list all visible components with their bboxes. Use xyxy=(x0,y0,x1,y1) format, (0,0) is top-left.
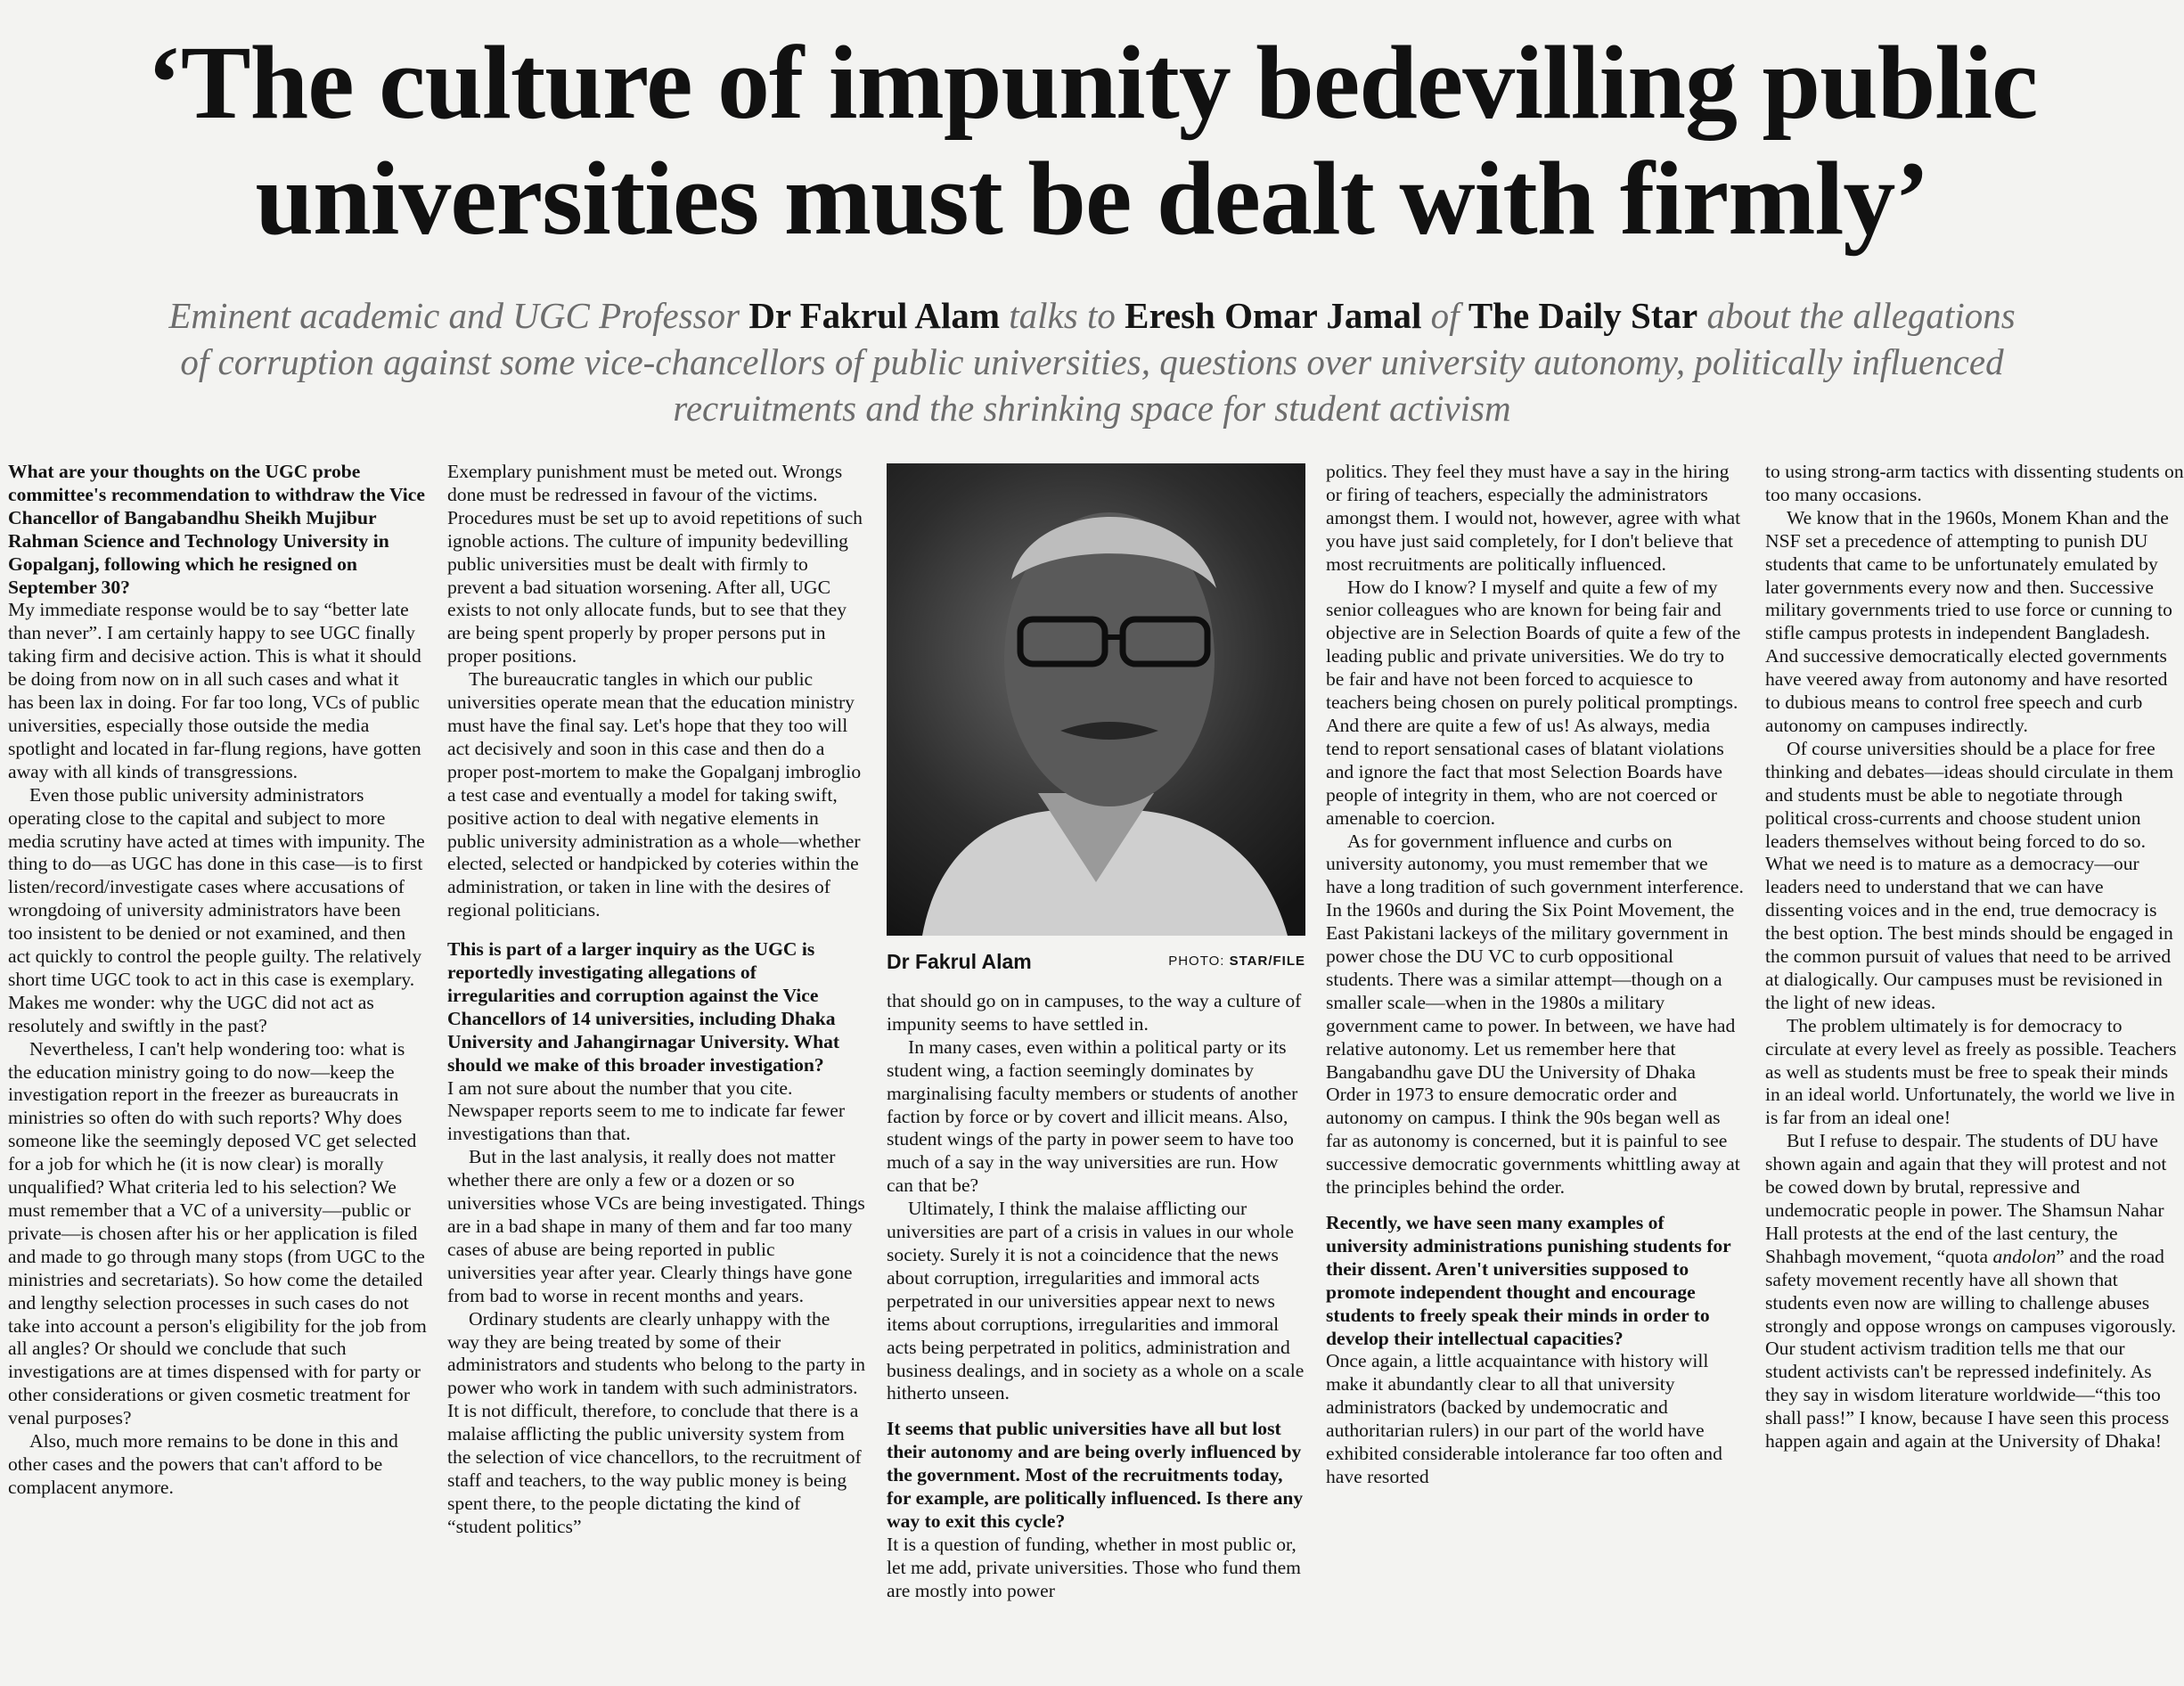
article-column-2 xyxy=(447,461,866,1674)
standfirst-text: of xyxy=(1421,295,1468,336)
answer-paragraph: to using strong-arm tactics with dissenting students on too many occasions. xyxy=(1765,461,2184,505)
answer-paragraph: Ordinary students are clearly unhappy with the way they are being treated by some of their administrators and students who belong to the party in power who work in tandem with such administrators. It is not difficult, therefore, to conclude that there is a malaise afflicting the public university system from the selection of vice chancellors, to the recruitment of staff and teachers, to the way public money is being spent there, to the people dictating the kind of “student politics” xyxy=(447,1307,865,1537)
answer-paragraph: Nevertheless, I can't help wondering too: what is the education ministry going to do now—keep the investigation report in the freezer as bureaucrats in ministries so often do with such reports? Why does someone like the seemingly deposed VC get selected for a job for which he (it is now clear) is morally unqualified? What criteria led to his selection? We must remember that a VC of a university—public or private—is chosen after his or her application is filed and made to go through many stops (from UGC to the ministries and secretariats). So how come the detailed and lengthy selection processes in such cases do not take into account a person's eligibility for the job from all angles? Or should we conclude that such investigations are at times dispensed with for party or other considerations or given cosmetic treatment for venal purposes? xyxy=(8,1037,427,1429)
answer-paragraph xyxy=(1765,1130,2184,1453)
answer-paragraph: In many cases, even within a political party or its student wing, a faction seemingly dominates by marginalising faculty members or students of another faction by force or by covert and illicit means. Also, student wings of the party in power seem to have too much of a say in the way universities are run. How can that be? xyxy=(887,1035,1298,1197)
credit-label: PHOTO: xyxy=(1168,953,1230,969)
question-2: This is part of a larger inquiry as the UGC is reportedly investigating allegations of irregularities and corruption against the Vice Chancellors of 14 universities, including Dhaka University and Jahangirnagar University. What should we make of this broader investigation? xyxy=(447,938,840,1076)
standfirst-line-3: recruitments and the shrinking space for student activism xyxy=(673,388,1511,429)
question-1: What are your thoughts on the UGC probe committee's recommendation to withdraw the Vice Chancellor of Bangabandhu Sheikh Mujibur Rahman Science and Technology University in Gopalganj, following which he resigned on September 30? xyxy=(8,461,425,598)
paragraph-text: ” and the road safety movement recently have all shown that students even now are willing to challenge abuses strongly and oppose wrongs on campuses vigorously. Our student activism tradition tells me that our student activists can't be repressed indefinitely. As they say in wisdom literature worldwide—“this too shall pass!” I know, because I have seen this process happen again and again at the University of Dhaka! xyxy=(1765,1245,2177,1453)
article-column-4 xyxy=(1326,461,1745,1674)
portrait-photo xyxy=(887,463,1305,936)
standfirst-text: about the allegations xyxy=(1697,295,2016,336)
answer-paragraph: The problem ultimately is for democracy to circulate at every level as freely as possible. Teachers as well as students must be free to speak their minds in an ideal world. Unfortunately, the world we live in is far from an ideal one! xyxy=(1765,1014,2177,1129)
answer-paragraph: My immediate response would be to say “better late than never”. I am certainly happy to see UGC finally taking firm and decisive action. This is what it should be doing from now on in all such cases and what it has been lax in doing. For far too long, VCs of public universities, especially those outside the media spotlight and located in far-flung regions, have gotten away with all kinds of transgressions. xyxy=(8,599,421,782)
headline-line-2: universities must be dealt with firmly’ xyxy=(255,140,1929,257)
headline xyxy=(0,25,2184,257)
answer-paragraph: How do I know? I myself and quite a few of my senior colleagues who are known for being fair and objective are in Selection Boards of quite a few of the leading public and private universities. We do try to be fair and have not been forced to acquiesce to teachers being chosen on purely political promptings. And there are quite a few of us! As always, media tend to report sensational cases of blatant violations and ignore the fact that most Selection Boards have people of integrity in them, who are not coerced or amenable to coercion. xyxy=(1326,576,1741,829)
answer-paragraph: Of course universities should be a place for free thinking and debates—ideas should circulate in them and students must be able to negotiate through political cross-currents and choose student union leaders themselves without being forced to do so. What we need is to mature as a democracy—our leaders need to understand that we can have dissenting voices and in the end, true democracy is the best option. The best minds should be engaged in the common pursuit of values that need to be arrived at dialogically. Our campuses must be revisioned in the light of new ideas. xyxy=(1765,737,2174,1013)
caption-name: Dr Fakrul Alam xyxy=(887,950,1032,973)
paragraph-text: But I refuse to despair. The students of DU have shown again and again that they will protest and not be cowed down by brutal, repressive and undemocratic people in power. The Shamsun Nahar Hall protests at the end of the last century, the Shahbagh movement, “quota xyxy=(1765,1130,2167,1267)
standfirst-line-2: of corruption against some vice-chancellors of public universities, questions over university autonomy, politically influenced xyxy=(180,341,2004,382)
standfirst-line-1 xyxy=(0,292,2184,339)
answer-paragraph: that should go on in campuses, to the way a culture of impunity seems to have settled in. xyxy=(887,990,1302,1035)
photo-credit xyxy=(1168,953,1305,969)
italic-term: andolon xyxy=(1992,1245,2057,1267)
article-column-5 xyxy=(1765,461,2184,1674)
answer-paragraph: Ultimately, I think the malaise afflicting our universities are part of a crisis in values in our whole society. Surely it is not a coincidence that the news about corruption, irregularities and immoral acts perpetrated in our universities appear next to news items about corruptions, irregularities and immoral acts being perpetrated in politics, administration and business dealings, and in society as a whole on a scale hitherto unseen. xyxy=(887,1198,1305,1404)
question-4: Recently, we have seen many examples of university administrations punishing students for their dissent. Aren't universities supposed to promote independent thought and encourage students to freely speak their minds in order to develop their intellectual capacities? xyxy=(1326,1212,1731,1349)
answer-paragraph: Once again, a little acquaintance with history will make it abundantly clear to all that university administrators (backed by undemocratic and authoritarian rulers) in our part of the world have exhibited considerable intolerance far too often and have resorted xyxy=(1326,1350,1722,1487)
standfirst-text: Eminent academic and UGC Professor xyxy=(168,295,749,336)
answer-paragraph: I am not sure about the number that you cite. Newspaper reports seem to me to indicate far fewer investigations than that. xyxy=(447,1076,846,1145)
headline-line-1: ‘The culture of impunity bedevilling public xyxy=(146,24,2038,141)
article-column-1 xyxy=(8,461,427,1674)
answer-paragraph: But in the last analysis, it really does not matter whether there are only a few or a dozen or so universities whose VCs are being investigated. Things are in a bad shape in many of them and far too many cases of abuse are being reported in public universities year after year. Clearly things have gone from bad to worse in recent months and years. xyxy=(447,1146,865,1306)
publication-name: The Daily Star xyxy=(1468,295,1698,336)
question-3: It seems that public universities have all but lost their autonomy and are being overly influenced by the government. Most of the recruitments today, for example, are politically influenced. Is there any way to exit this cycle? xyxy=(887,1418,1304,1532)
standfirst xyxy=(0,292,2184,431)
answer-paragraph: Exemplary punishment must be meted out. Wrongs done must be redressed in favour of the victims. Procedures must be set up to avoid repetitions of such ignoble actions. The culture of impunity bedevilling public universities must be dealt with firmly to prevent a bad situation worsening. After all, UGC exists to not only allocate funds, but to see that they are being spent properly by proper persons put in proper positions. xyxy=(447,461,863,667)
interviewer-name: Eresh Omar Jamal xyxy=(1125,295,1422,336)
answer-paragraph: The bureaucratic tangles in which our public universities operate mean that the education ministry must have the final say. Let's hope that they too will act decisively and soon in this case and then do a proper post-mortem to make the Gopalganj imbroglio a test case and eventually a model for taking swift, positive action to deal with negative elements in public university administration as a whole—whether elected, selected or handpicked by coteries within the administration, or taken in line with the desires of regional politicians. xyxy=(447,668,862,921)
photo-caption xyxy=(887,950,1305,977)
credit-source: STAR/FILE xyxy=(1229,953,1305,969)
portrait-illustration xyxy=(887,463,1305,936)
standfirst-text: talks to xyxy=(1000,295,1125,336)
article-column-3 xyxy=(887,990,1305,1674)
interviewee-name: Dr Fakrul Alam xyxy=(748,295,1001,336)
answer-paragraph: Even those public university administrators operating close to the capital and subject to more media scrutiny have acted at times with impunity. The thing to do—as UGC has done in this case—is to first listen/record/investigate cases where accusations of wrongdoing of university administrators have been too insistent to be denied or not examined, and then act quickly to control the people guilty. The relatively short time UGC took to act in this case is exemplary. Makes me wonder: why the UGC did not act as resolutely and swiftly in the past? xyxy=(8,783,425,1036)
answer-paragraph: We know that in the 1960s, Monem Khan and the NSF set a precedence of attempting to punish DU students that came to be unfortunately emulated by later governments every now and then. Successive military governments tried to use force or cunning to stifle campus protests in independent Bangladesh. And successive democratically elected governments have veered away from autonomy and have resorted to dubious means to control free speech and curb autonomy on campuses indirectly. xyxy=(1765,506,2172,736)
answer-paragraph: Also, much more remains to be done in this and other cases and the powers that can't afford to be complacent anymore. xyxy=(8,1430,398,1498)
answer-paragraph: politics. They feel they must have a say in the hiring or firing of teachers, especially the administrators amongst them. I would not, however, agree with what you have just said completely, for I don't believe that most recruitments are politically influenced. xyxy=(1326,461,1741,575)
answer-paragraph: As for government influence and curbs on university autonomy, you must remember that we have a long tradition of such government interference. In the 1960s and during the Six Point Movement, the East Pakistani lackeys of the military government in power chose the DU VC to curb oppositional students. There was a similar attempt—though on a smaller scale—when in the 1980s a military government came to power. In between, we have had relative autonomy. Let us remember here that Bangabandhu gave DU the University of Dhaka Order in 1973 to ensure democratic order and autonomy on campus. I think the 90s began well as far as autonomy is concerned, but it is painful to see successive democratic governments whittling away at the principles behind the order. xyxy=(1326,830,1744,1199)
answer-paragraph: It is a question of funding, whether in most public or, let me add, private universities. Those who fund them are mostly into power xyxy=(887,1533,1301,1601)
